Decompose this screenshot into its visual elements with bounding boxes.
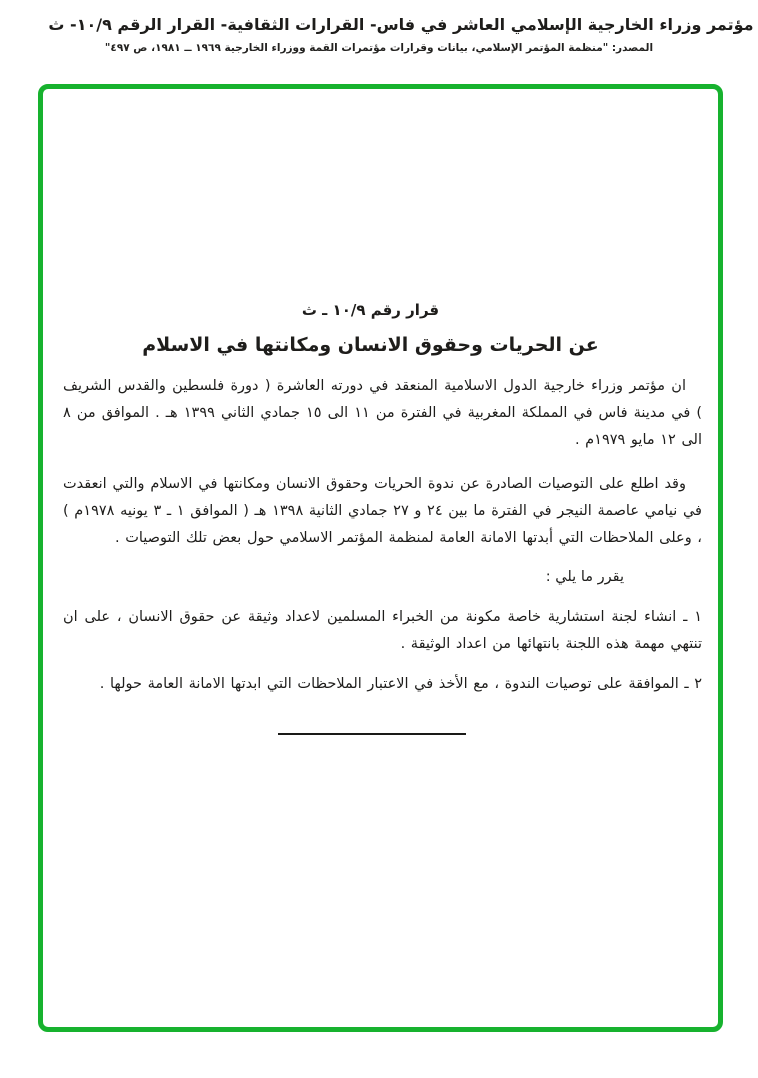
- resolves-label: يقرر ما يلي :: [545, 569, 624, 585]
- document-title: عن الحريات وحقوق الانسان ومكانتها في الاسلام: [142, 334, 599, 356]
- document-header: [0, 0, 758, 54]
- resolution-item-2: ٢ ـ الموافقة على توصيات الندوة ، مع الأخذ في الاعتبار الملاحظات التي ابدتها الامانة العامة حولها .: [99, 676, 702, 692]
- decision-number-heading: قرار رقم ١٠/٩ ـ ث: [301, 301, 440, 319]
- preamble-paragraph-2: وقد اطلع على التوصيات الصادرة عن ندوة الحريات وحقوق الانسان ومكانتها في الاسلام والتي انعقدت في نيامي عاصمة النيجر في الفترة ما بين ٢٤ و ٢٧ جمادي الثانية ١٣٩٨ هـ ( الموافق ١ ـ ٣ يونيه ١٩٧٨م ) ، وعلى الملاحظات التي أبدتها الامانة العامة لمنظمة المؤتمر الاسلامي حول بعض تلك التوصيات .: [63, 476, 702, 546]
- header-title: مؤتمر وزراء الخارجية الإسلامي العاشر في فاس- القرارات الثقافية- القرار الرقم ١٠/٩- ث: [48, 15, 754, 34]
- resolution-item-1: ١ ـ انشاء لجنة استشارية خاصة مكونة من الخبراء المسلمين لاعداد وثيقة عن حقوق الانسان ، على ان تنتهي مهمة هذه اللجنة بانتهائها من اعداد الوثيقة .: [63, 609, 702, 652]
- document-body: [43, 89, 718, 1027]
- document-frame: [38, 84, 723, 1032]
- preamble-paragraph-1: ان مؤتمر وزراء خارجية الدول الاسلامية المنعقد في دورته العاشرة ( دورة فلسطين والقدس الشريف ) في مدينة فاس في المملكة المغربية في الفترة من ١١ الى ١٥ جمادي الثاني ١٣٩٩ هـ . الموافق من ٨ الى ١٢ مايو ١٩٧٩م .: [63, 378, 702, 448]
- end-divider-rule: [278, 733, 466, 735]
- header-source: المصدر: "منظمة المؤتمر الإسلامي، بيانات وقرارات مؤتمرات القمة ووزراء الخارجية ١٩٦٩ ــ ١٩٨١، ص ٤٩٧": [104, 42, 654, 54]
